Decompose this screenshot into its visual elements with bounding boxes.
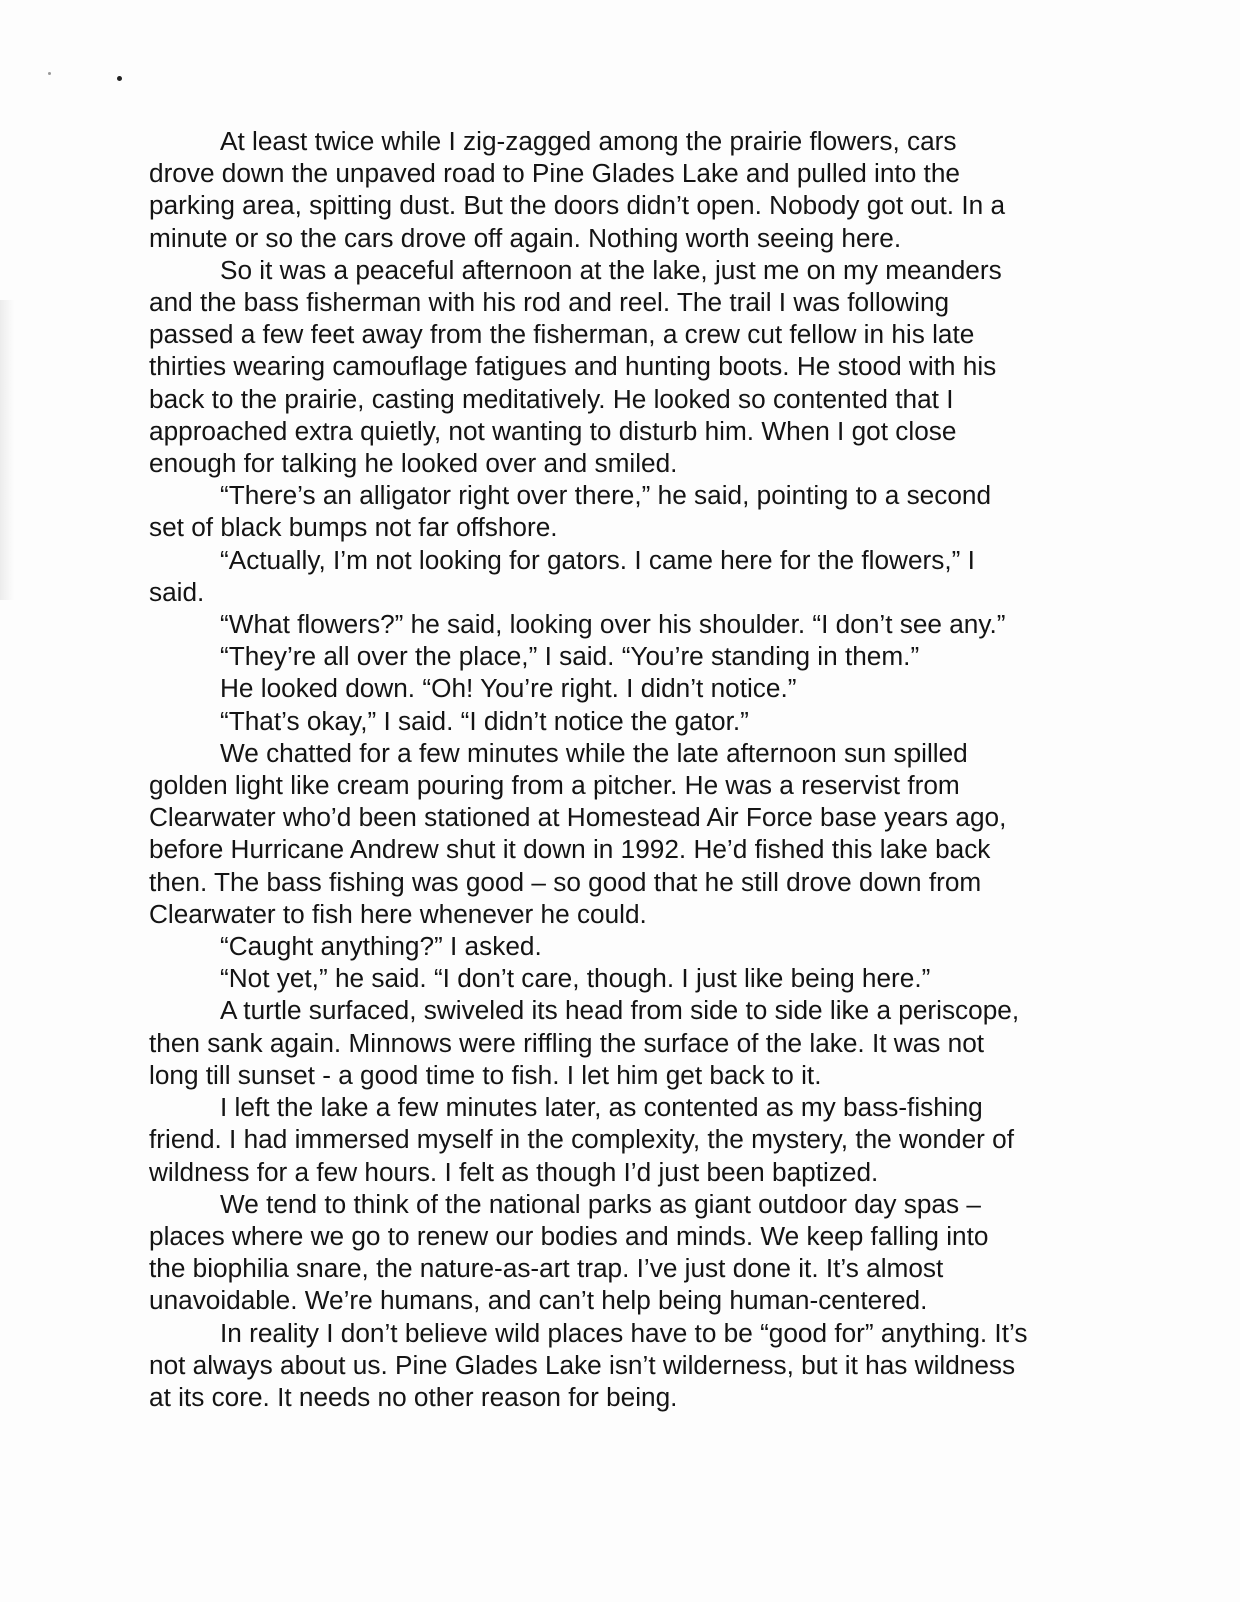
scan-speck-dot [117,76,122,81]
text-line: So it was a peaceful afternoon at the lake, just me on my meanders [220,254,1002,285]
text-line: passed a few feet away from the fisherman, a crew cut fellow in his late [149,319,975,350]
text-line: “Caught anything?” I asked. [220,931,542,962]
text-line: “There’s an alligator right over there,” he said, pointing to a second [220,480,992,511]
text-line: back to the prairie, casting meditatively. He looked so contented that I [149,383,954,414]
text-line: Clearwater who’d been stationed at Homestead Air Force base years ago, [149,802,1007,833]
text-line: In reality I don’t believe wild places have to be “good for” anything. It’s [220,1317,1028,1348]
text-line: “What flowers?” he said, looking over his shoulder. “I don’t see any.” [220,609,1006,640]
scan-speck-dot [48,72,51,75]
text-line: “That’s okay,” I said. “I didn’t notice the gator.” [220,705,749,736]
text-line: He looked down. “Oh! You’re right. I didn’t notice.” [220,673,797,704]
text-line: and the bass fisherman with his rod and reel. The trail I was following [149,287,950,318]
text-line: at its core. It needs no other reason for being. [149,1381,678,1412]
text-line: wildness for a few hours. I felt as though I’d just been baptized. [149,1156,879,1187]
text-line: “Actually, I’m not looking for gators. I came here for the flowers,” I [220,544,975,575]
text-line: minute or so the cars drove off again. Nothing worth seeing here. [149,222,902,253]
body-text [149,125,1094,1413]
text-line: before Hurricane Andrew shut it down in 1992. He’d fished this lake back [149,834,991,865]
text-line: friend. I had immersed myself in the complexity, the mystery, the wonder of [149,1124,1015,1155]
text-line: I left the lake a few minutes later, as contented as my bass-fishing [220,1092,983,1123]
text-line: thirties wearing camouflage fatigues and hunting boots. He stood with his [149,351,997,382]
text-line: then sank again. Minnows were riffling the surface of the lake. It was not [149,1027,985,1058]
text-line: At least twice while I zig-zagged among the prairie flowers, cars [220,126,957,156]
text-line: not always about us. Pine Glades Lake isn’t wilderness, but it has wildness [149,1349,1016,1380]
text-line: Clearwater to fish here whenever he could. [149,898,647,929]
text-line: parking area, spitting dust. But the doors didn’t open. Nobody got out. In a [149,190,1006,221]
text-line: places where we go to renew our bodies and minds. We keep falling into [149,1220,989,1251]
text-line: enough for talking he looked over and smiled. [149,448,678,479]
text-line: unavoidable. We’re humans, and can’t help being human-centered. [149,1285,928,1316]
scan-edge-shadow [0,300,14,600]
text-line: “Not yet,” he said. “I don’t care, though. I just like being here.” [220,963,931,994]
text-line: then. The bass fishing was good – so good that he still drove down from [149,866,982,897]
text-line: A turtle surfaced, swiveled its head from side to side like a periscope, [220,995,1020,1026]
text-line: set of black bumps not far offshore. [149,512,558,543]
text-line: drove down the unpaved road to Pine Glades Lake and pulled into the [149,158,960,189]
text-line: approached extra quietly, not wanting to disturb him. When I got close [149,415,957,446]
text-line: We chatted for a few minutes while the late afternoon sun spilled [220,737,968,768]
text-line: We tend to think of the national parks as giant outdoor day spas – [220,1188,981,1219]
text-line: golden light like cream pouring from a pitcher. He was a reservist from [149,770,960,801]
text-line: the biophilia snare, the nature-as-art trap. I’ve just done it. It’s almost [149,1253,944,1284]
text-line: long till sunset - a good time to fish. I let him get back to it. [149,1059,822,1090]
text-line: said. [149,576,205,607]
text-line: “They’re all over the place,” I said. “You’re standing in them.” [220,641,920,672]
